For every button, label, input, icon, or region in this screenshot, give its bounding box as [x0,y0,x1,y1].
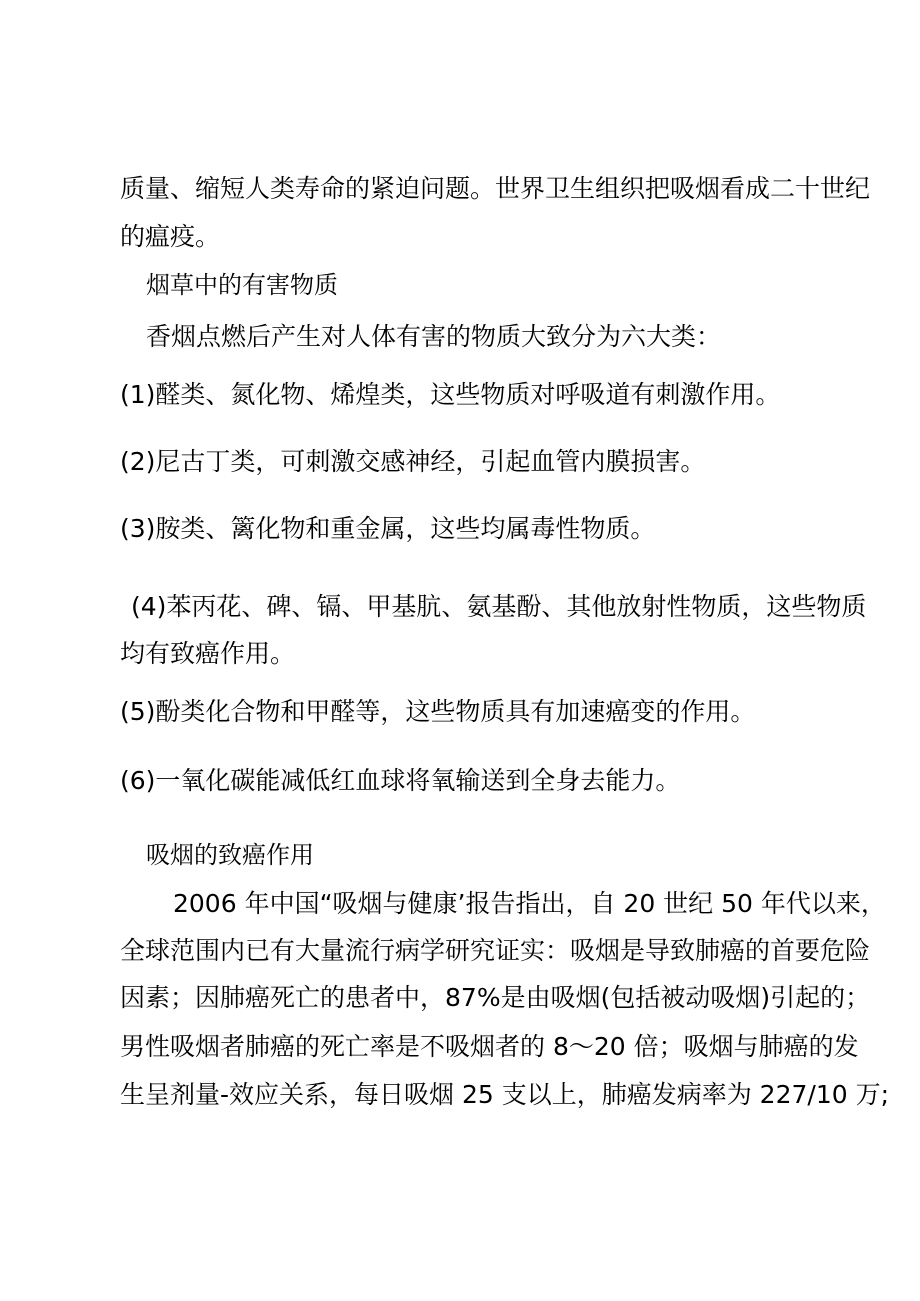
paragraph-line-3: 因素；因肺癌死亡的患者中，87%是由吸烟(包括被动吸烟)引起的； [120,983,871,1012]
list-item-1: (1)醛类、氮化物、烯煌类，这些物质对呼吸道有刺激作用。 [120,380,781,409]
paragraph-line-1: 2006 年中国“吸烟与健康’报告指出，自 20 世纪 50 年代以来， [173,889,886,918]
list-item-2: (2)尼古丁类，可刺激交感神经，引起血管内膜损害。 [120,447,706,476]
intro-line-1: 质量、缩短人类寿命的紧迫问题。世界卫生组织把吸烟看成二十世纪 [120,174,871,203]
paragraph-line-4: 男性吸烟者肺癌的死亡率是不吸烟者的 8～20 倍；吸烟与肺癌的发 [120,1032,859,1061]
intro-line-2: 的瘟疫。 [120,222,221,251]
section-lead: 香烟点燃后产生对人体有害的物质大致分为六大类： [146,322,722,351]
paragraph-line-5: 生呈剂量-效应关系，每日吸烟 25 支以上，肺癌发病率为 227/10 万; [120,1080,889,1109]
list-item-5: (5)酚类化合物和甲醛等，这些物质具有加速癌变的作用。 [120,697,756,726]
list-item-4-line-2: 均有致癌作用。 [120,639,296,668]
section-title-harmful-substances: 烟草中的有害物质 [146,271,338,299]
list-item-6: (6)一氧化碳能减低红血球将氧输送到全身去能力。 [120,766,681,795]
list-item-3: (3)胺类、篱化物和重金属，这些均属毒性物质。 [120,514,656,543]
paragraph-line-2: 全球范围内已有大量流行病学研究证实：吸烟是导致肺癌的首要危险 [120,936,871,965]
section-title-carcinogenic-effect: 吸烟的致癌作用 [146,841,314,869]
list-item-4-line-1: (4)苯丙花、碑、镉、甲基肮、氨基酚、其他放射性物质，这些物质 [131,592,867,621]
